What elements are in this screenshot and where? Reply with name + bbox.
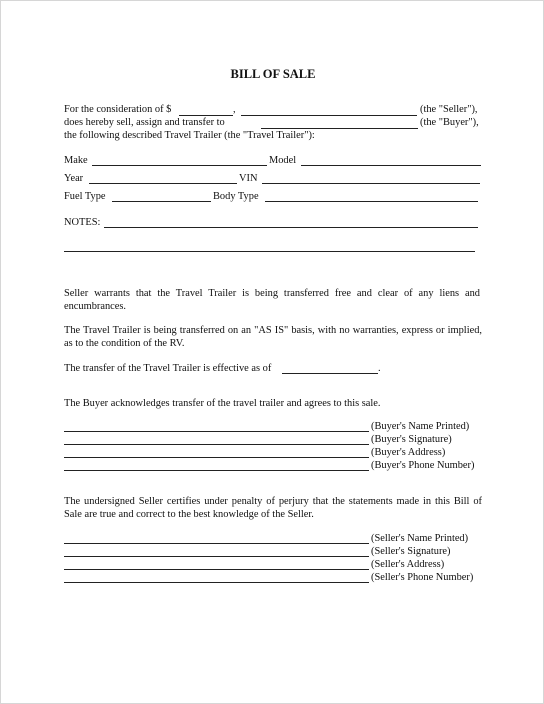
notes-blank-line-2[interactable] <box>64 251 475 252</box>
buyer-tag: (the "Buyer"), <box>420 117 479 128</box>
effective-suffix: . <box>378 363 381 374</box>
seller-certification: The undersigned Seller certifies under penalty of perjury that the statements made in this Bill of Sale are true and correct to the best knowledge of the Seller. <box>64 496 482 520</box>
fuel-type-blank[interactable] <box>112 201 211 202</box>
buyer-phone-label: (Buyer's Phone Number) <box>371 460 475 471</box>
as-is-paragraph: The Travel Trailer is being transferred on an "AS IS" basis, with no warranties, express or implied, as to the condition of the RV. <box>64 325 482 349</box>
notes-label: NOTES: <box>64 217 101 228</box>
seller-name-printed-label: (Seller's Name Printed) <box>371 533 469 544</box>
body-type-blank[interactable] <box>265 201 478 202</box>
body-type-label: Body Type <box>213 191 259 202</box>
consideration-amount-blank[interactable] <box>179 115 233 116</box>
model-blank[interactable] <box>301 165 481 166</box>
seller-name-printed-blank[interactable] <box>64 543 369 544</box>
vin-blank[interactable] <box>262 183 480 184</box>
buyer-name-printed-label: (Buyer's Name Printed) <box>371 421 470 432</box>
seller-address-label: (Seller's Address) <box>371 559 445 570</box>
seller-name-blank[interactable] <box>241 115 417 116</box>
consideration-comma: , <box>233 104 236 115</box>
buyer-signature-blank[interactable] <box>64 444 369 445</box>
seller-signature-blank[interactable] <box>64 556 369 557</box>
year-label: Year <box>64 173 84 184</box>
buyer-address-blank[interactable] <box>64 457 369 458</box>
buyer-name-printed-blank[interactable] <box>64 431 369 432</box>
seller-address-blank[interactable] <box>64 569 369 570</box>
warranty-paragraph-text: Seller warrants that the Travel Trailer is being transferred free and clear of any liens and encumbrances. <box>64 288 480 312</box>
transfer-to-text: does hereby sell, assign and transfer to <box>64 117 225 128</box>
seller-tag: (the "Seller"), <box>420 104 478 115</box>
seller-phone-blank[interactable] <box>64 582 369 583</box>
seller-phone-label: (Seller's Phone Number) <box>371 572 474 583</box>
year-blank[interactable] <box>89 183 237 184</box>
fuel-type-label: Fuel Type <box>64 191 106 202</box>
document-title: BILL OF SALE <box>230 67 316 81</box>
effective-date-blank[interactable] <box>282 373 378 374</box>
buyer-signature-label: (Buyer's Signature) <box>371 434 452 445</box>
buyer-address-label: (Buyer's Address) <box>371 447 446 458</box>
consideration-prefix: For the consideration of $ <box>64 104 172 115</box>
described-text: the following described Travel Trailer (the "Travel Trailer"): <box>64 130 315 141</box>
buyer-phone-blank[interactable] <box>64 470 369 471</box>
effective-prefix: The transfer of the Travel Trailer is effective as of <box>64 363 272 374</box>
buyer-acknowledgement: The Buyer acknowledges transfer of the travel trailer and agrees to this sale. <box>64 398 381 409</box>
make-blank[interactable] <box>92 165 267 166</box>
notes-blank-line-1[interactable] <box>104 227 478 228</box>
model-label: Model <box>269 155 297 166</box>
buyer-name-blank[interactable] <box>261 128 418 129</box>
vin-label: VIN <box>239 173 258 184</box>
seller-signature-label: (Seller's Signature) <box>371 546 451 557</box>
make-label: Make <box>64 155 88 166</box>
